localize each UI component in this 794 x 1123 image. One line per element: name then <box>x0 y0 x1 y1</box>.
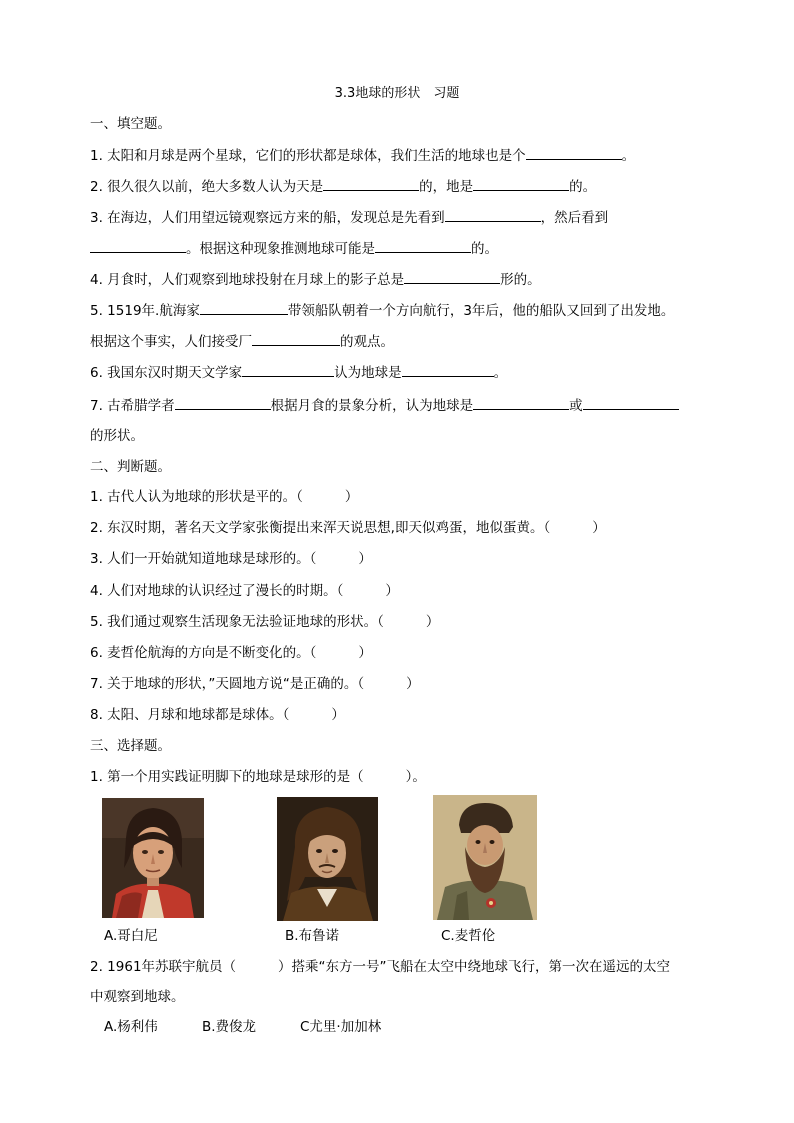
section-heading-choice: 三、选择题。 <box>90 738 171 754</box>
answer-blank[interactable] <box>242 362 334 377</box>
portrait-bruno-drawing <box>277 797 378 921</box>
text: 6. 我国东汉时期天文学家 <box>90 365 243 381</box>
page-title: 3.3地球的形状 习题 <box>334 86 460 101</box>
text: 根据这个事实，人们接受厂 <box>90 334 252 350</box>
choice-question-1 <box>90 767 426 787</box>
text: 4. 月食时，人们观察到地球投射在月球上的影子总是 <box>90 272 405 288</box>
text: 认为地球是 <box>334 365 402 381</box>
text: 带领船队朝着一个方向航行，3年后，他的船队又回到了出发地。 <box>287 303 675 319</box>
answer-blank[interactable] <box>473 176 569 191</box>
text: ） <box>358 645 372 661</box>
text: 5. 我们通过观察生活现象无法验证地球的形状。（ <box>90 614 384 630</box>
text: 3. 人们一开始就知道地球是球形的。（ <box>90 551 317 567</box>
text: 2. 1961年苏联宇航员（ <box>90 959 237 975</box>
text: 形的。 <box>500 272 541 288</box>
text: 3. 在海边，人们用望远镜观察远方来的船，发现总是先看到 <box>90 210 445 226</box>
question-1-1 <box>90 145 635 166</box>
text: ） <box>592 520 606 536</box>
answer-blank[interactable] <box>473 395 569 410</box>
option-b-fei-junlong[interactable]: B.费俊龙 <box>202 1019 257 1035</box>
portrait-copernicus-image <box>102 798 204 918</box>
text: ） <box>425 614 440 630</box>
text: 6. 麦哲伦航海的方向是不断变化的。（ <box>90 645 317 661</box>
text: 或 <box>569 398 583 414</box>
judge-item-4 <box>90 581 399 601</box>
question-1-3-cont <box>90 238 498 259</box>
text: 的，地是 <box>419 179 474 195</box>
question-1-5-cont <box>90 331 394 352</box>
text: ）。 <box>405 769 426 785</box>
text: 的观点。 <box>340 334 394 350</box>
question-1-2 <box>90 176 596 197</box>
answer-blank[interactable] <box>402 362 494 377</box>
answer-blank[interactable] <box>375 238 471 253</box>
option-c-magellan[interactable]: C.麦哲伦 <box>441 928 496 944</box>
answer-blank[interactable] <box>445 207 541 222</box>
portrait-copernicus-drawing <box>102 798 204 918</box>
question-1-7 <box>90 395 679 416</box>
judge-item-6 <box>90 643 372 663</box>
text: ，然后看到 <box>540 210 609 226</box>
answer-blank[interactable] <box>323 176 419 191</box>
text: 7. 古希腊学者 <box>90 398 175 414</box>
question-1-5 <box>90 300 674 321</box>
portrait-magellan-drawing <box>433 795 537 920</box>
text: 5. 1519年.航海家 <box>90 303 200 319</box>
text: 2. 很久很久以前，绝大多数人认为天是 <box>90 179 324 195</box>
judge-item-7 <box>90 674 420 694</box>
option-a-copernicus[interactable]: A.哥白尼 <box>104 928 158 944</box>
section-heading-fill-blank: 一、填空题。 <box>90 116 171 132</box>
judge-item-3 <box>90 549 372 569</box>
option-c-gagarin[interactable]: C尤里·加加林 <box>300 1019 382 1035</box>
question-1-3 <box>90 207 608 228</box>
text: 。 <box>621 148 636 164</box>
answer-blank[interactable] <box>175 395 271 410</box>
answer-blank[interactable] <box>526 145 622 160</box>
text: 。根据这种现象推测地球可能是 <box>186 241 375 257</box>
question-1-6 <box>90 362 507 383</box>
text: 。 <box>493 365 508 381</box>
answer-blank[interactable] <box>200 300 288 315</box>
text: 2. 东汉时期，著名天文学家张衡提出来浑天说思想,即天似鸡蛋，地似蛋黄。（ <box>90 520 551 536</box>
text: 1. 古代人认为地球的形状是平的。（ <box>90 489 303 505</box>
text: 7. 关于地球的形状，”天圆地方说“是正确的。（ <box>90 676 365 692</box>
judge-item-5 <box>90 612 439 632</box>
text: 8. 太阳、月球和地球都是球体。（ <box>90 707 290 723</box>
question-1-4 <box>90 269 541 290</box>
text: ） <box>331 707 345 723</box>
text: ） <box>406 676 420 692</box>
judge-item-8 <box>90 705 345 725</box>
answer-blank[interactable] <box>404 269 500 284</box>
answer-blank[interactable] <box>252 331 340 346</box>
text: 1. 太阳和月球是两个星球，它们的形状都是球体，我们生活的地球也是个 <box>90 148 526 164</box>
portrait-magellan-image <box>433 795 537 920</box>
text: ） <box>358 551 372 567</box>
choice-question-2 <box>90 957 670 977</box>
option-a-yang-liwei[interactable]: A.杨利伟 <box>104 1019 158 1035</box>
text: 1. 第一个用实践证明脚下的地球是球形的是（ <box>90 769 364 785</box>
text: 根据月食的景象分析，认为地球是 <box>270 398 474 414</box>
text: 的。 <box>471 241 498 257</box>
judge-item-2 <box>90 518 606 538</box>
section-heading-true-false: 二、判断题。 <box>90 459 171 475</box>
text: ）搭乘“东方一号”飞船在太空中绕地球飞行，第一次在遥远的太空 <box>278 959 671 975</box>
text: ） <box>385 583 399 599</box>
portrait-bruno-image <box>277 797 378 921</box>
text: ） <box>344 489 359 505</box>
option-b-bruno[interactable]: B.布鲁诺 <box>285 928 340 944</box>
answer-blank[interactable] <box>583 395 679 410</box>
text: 的。 <box>569 179 597 195</box>
question-1-7-cont: 的形状。 <box>90 428 144 444</box>
judge-item-1 <box>90 487 358 507</box>
text: 4. 人们对地球的认识经过了漫长的时期。（ <box>90 583 344 599</box>
choice-question-2-cont: 中观察到地球。 <box>90 989 185 1005</box>
answer-blank[interactable] <box>90 238 186 253</box>
